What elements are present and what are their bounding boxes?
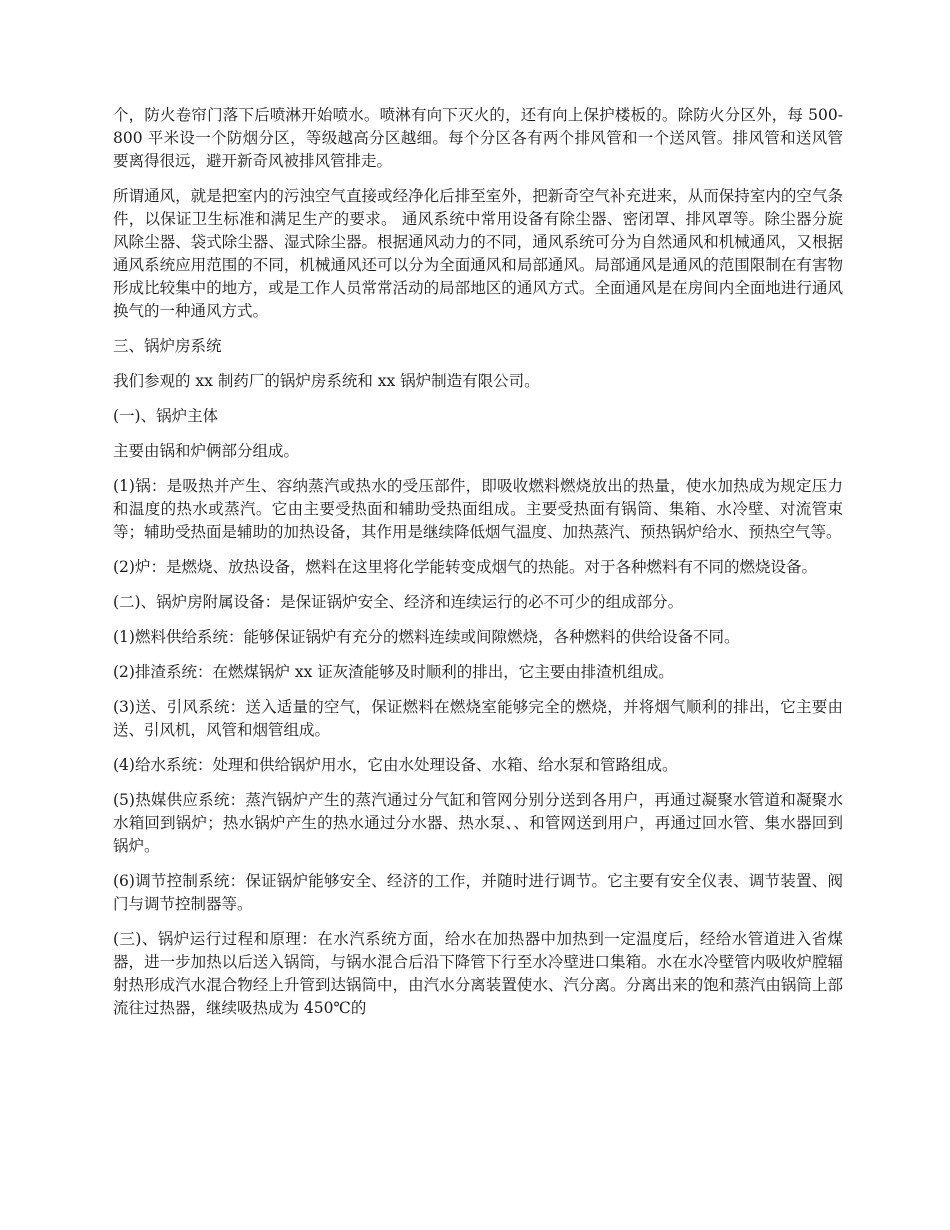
paragraph-visit: 我们参观的 xx 制药厂的锅炉房系统和 xx 锅炉制造有限公司。	[113, 372, 540, 390]
paragraph-boiler-parts: 主要由锅和炉俩部分组成。	[113, 442, 300, 460]
paragraph-water-supply: (4)给水系统：处理和供给锅炉用水，它由水处理设备、水箱、给水泵和管路组成。	[113, 756, 678, 774]
document-page	[113, 104, 843, 1032]
subheading-boiler-body: (一)、锅炉主体	[113, 407, 219, 425]
paragraph-smoke-zones: 个，防火卷帘门落下后喷淋开始喷水。喷淋有向下灭火的，还有向上保护楼板的。除防火分区外，每 500-800 平米设一个防烟分区，等级越高分区越细。每个分区各有两个排风管和一个送风管。排风管和送风管要离得很远，避开新奇风被排风管排走。	[113, 106, 843, 170]
paragraph-ventilation: 所谓通风，就是把室内的污浊空气直接或经净化后排至室外，把新奇空气补充进来，从而保持室内的空气条件，以保证卫生标准和满足生产的要求。 通风系统中常用设备有除尘器、密闭罩、排风罩等。除尘器分旋风除尘器、袋式除尘器、湿式除尘器。根据通风动力的不同，通风系统可分为自然通风和机械通风，又根据通风系统应用范围的不同，机械通风还可以分为全面通风和局部通风。局部通风是通风的范围限制在有害物形成比较集中的地方，或是工作人员常常活动的局部地区的通风方式。全面通风是在房间内全面地进行通风换气的一种通风方式。	[113, 187, 843, 320]
paragraph-control-system: (6)调节控制系统：保证锅炉能够安全、经济的工作，并随时进行调节。它主要有安全仪表、调节装置、阀门与调节控制器等。	[113, 872, 843, 913]
paragraph-heat-medium: (5)热媒供应系统：蒸汽锅炉产生的蒸汽通过分气缸和管网分别分送到各用户，再通过凝聚水管道和凝聚水水箱回到锅炉；热水锅炉产生的热水通过分水器、热水泵、、和管网送到用户，再通过回水管、集水器回到锅炉。	[113, 791, 843, 855]
subheading-auxiliary-equipment: (二)、锅炉房附属设备：是保证锅炉安全、经济和连续运行的必不可少的组成部分。	[113, 593, 684, 611]
section-heading-boiler-room: 三、锅炉房系统	[113, 337, 222, 355]
paragraph-furnace: (2)炉：是燃烧、放热设备，燃料在这里将化学能转变成烟气的热能。对于各种燃料有不同的燃烧设备。	[113, 558, 817, 576]
paragraph-operation-principle: (三)、锅炉运行过程和原理：在水汽系统方面，给水在加热器中加热到一定温度后，经给水管道进入省煤器，进一步加热以后送入锅筒，与锅水混合后沿下降管下行至水冷壁进口集箱。水在水冷壁管内吸收炉膛辐射热形成汽水混合物经上升管到达锅筒中，由汽水分离装置使水、汽分离。分离出来的饱和蒸汽由锅筒上部流往过热器，继续吸热成为 450℃的	[113, 930, 843, 1017]
paragraph-air-system: (3)送、引风系统：送入适量的空气，保证燃料在燃烧室能够完全的燃烧，并将烟气顺利的排出，它主要由送、引风机，风管和烟管组成。	[113, 698, 843, 739]
paragraph-pot: (1)锅：是吸热并产生、容纳蒸汽或热水的受压部件，即吸收燃料燃烧放出的热量，使水加热成为规定压力和温度的热水或蒸汽。它由主要受热面和辅助受热面组成。主要受热面有锅筒、集箱、水冷壁、对流管束等；辅助受热面是辅助的加热设备，其作用是继续降低烟气温度、加热蒸汽、预热锅炉给水、预热空气等。	[113, 477, 843, 541]
paragraph-fuel-supply: (1)燃料供给系统：能够保证锅炉有充分的燃料连续或间隙燃烧，各种燃料的供给设备不同。	[113, 628, 740, 646]
paragraph-slag-removal: (2)排渣系统：在燃煤锅炉 xx 证灰渣能够及时顺利的排出，它主要由排渣机组成。	[113, 663, 674, 681]
